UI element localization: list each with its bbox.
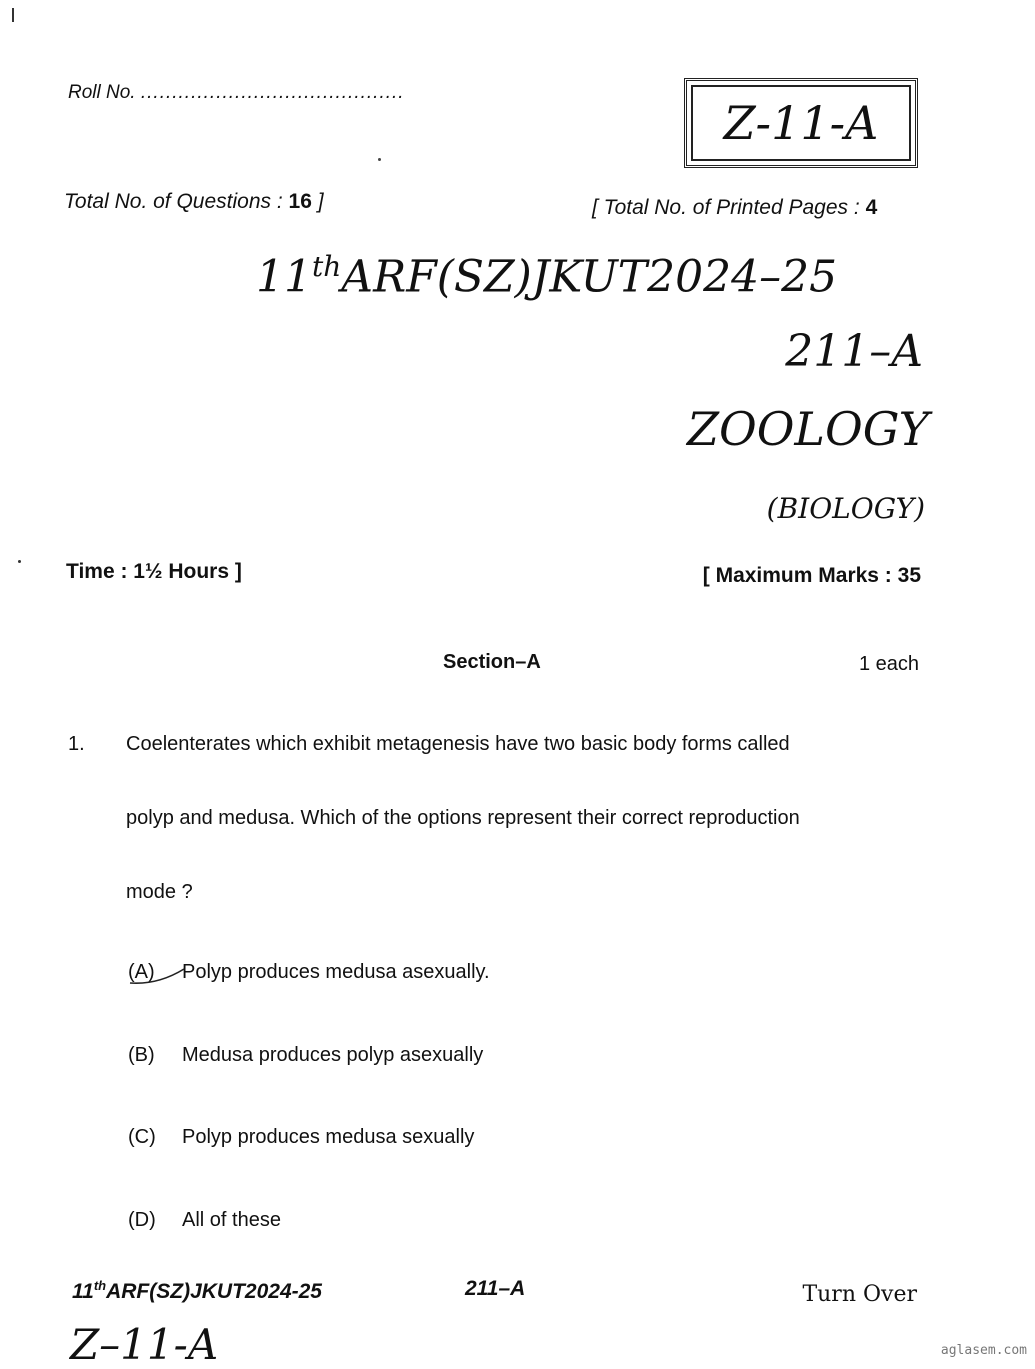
paper-code-box xyxy=(684,78,918,168)
speck xyxy=(18,560,21,563)
total-pages-label: [ Total No. of Printed Pages : xyxy=(592,196,860,219)
option-label: (B) xyxy=(128,1044,155,1066)
total-questions-value: 16 xyxy=(288,190,312,213)
option-d xyxy=(128,1209,281,1232)
footer-exam-suffix: ARF(SZ)JKUT2024-25 xyxy=(106,1280,322,1303)
option-text: All of these xyxy=(182,1209,281,1231)
exam-time: Time : 1½ Hours ] xyxy=(66,560,242,583)
exam-prefix: 11 xyxy=(256,251,312,303)
maximum-marks: [ Maximum Marks : 35 xyxy=(702,564,921,587)
question-line: polyp and medusa. Which of the options represent their correct reproduction xyxy=(126,807,800,829)
speck xyxy=(378,158,381,161)
option-label: (A) xyxy=(128,961,155,983)
margin-mark xyxy=(12,8,14,22)
footer-exam-sup: th xyxy=(93,1278,107,1293)
total-pages xyxy=(592,196,877,220)
footer-exam-title xyxy=(72,1278,322,1304)
paper-code-title: 211–A xyxy=(785,326,923,377)
option-c xyxy=(128,1126,474,1149)
option-a xyxy=(128,961,490,984)
pen-strike-mark xyxy=(128,961,198,987)
section-marks: 1 each xyxy=(858,653,919,675)
exam-sup: th xyxy=(312,250,342,283)
total-questions: Total No. of Questions : 16 ] xyxy=(64,190,324,213)
option-text: Polyp produces medusa asexually. xyxy=(182,961,490,983)
footer-paper-code: 211–A xyxy=(465,1277,526,1300)
option-label: (C) xyxy=(128,1126,156,1148)
section-heading: Section–A xyxy=(443,651,541,673)
footer-code: Z–11-A xyxy=(70,1320,219,1369)
roll-label: Roll No. xyxy=(68,82,136,103)
turn-over: Turn Over xyxy=(802,1282,917,1307)
option-label: (D) xyxy=(128,1209,156,1231)
total-questions-label: Total No. of Questions : xyxy=(64,190,283,213)
subject-subtitle: (BIOLOGY) xyxy=(766,492,925,525)
option-b xyxy=(128,1044,483,1067)
question-number: 1. xyxy=(68,733,85,755)
exam-suffix: ARF(SZ)JKUT2024–25 xyxy=(341,251,838,303)
exam-title xyxy=(256,250,837,303)
roll-number-field xyxy=(68,82,405,104)
roll-dots: .......................................... xyxy=(140,82,405,103)
paper-code-text: Z-11-A xyxy=(691,85,911,161)
question-line: mode ? xyxy=(126,881,193,903)
question-line: Coelenterates which exhibit metagenesis have two basic body forms called xyxy=(126,733,790,755)
watermark: aglasem.com xyxy=(940,1343,1027,1358)
option-text: Medusa produces polyp asexually xyxy=(182,1044,484,1066)
footer-exam-prefix: 11 xyxy=(72,1280,94,1303)
option-text: Polyp produces medusa sexually xyxy=(182,1126,475,1148)
subject-title: ZOOLOGY xyxy=(687,402,929,456)
total-pages-value: 4 xyxy=(865,196,878,219)
